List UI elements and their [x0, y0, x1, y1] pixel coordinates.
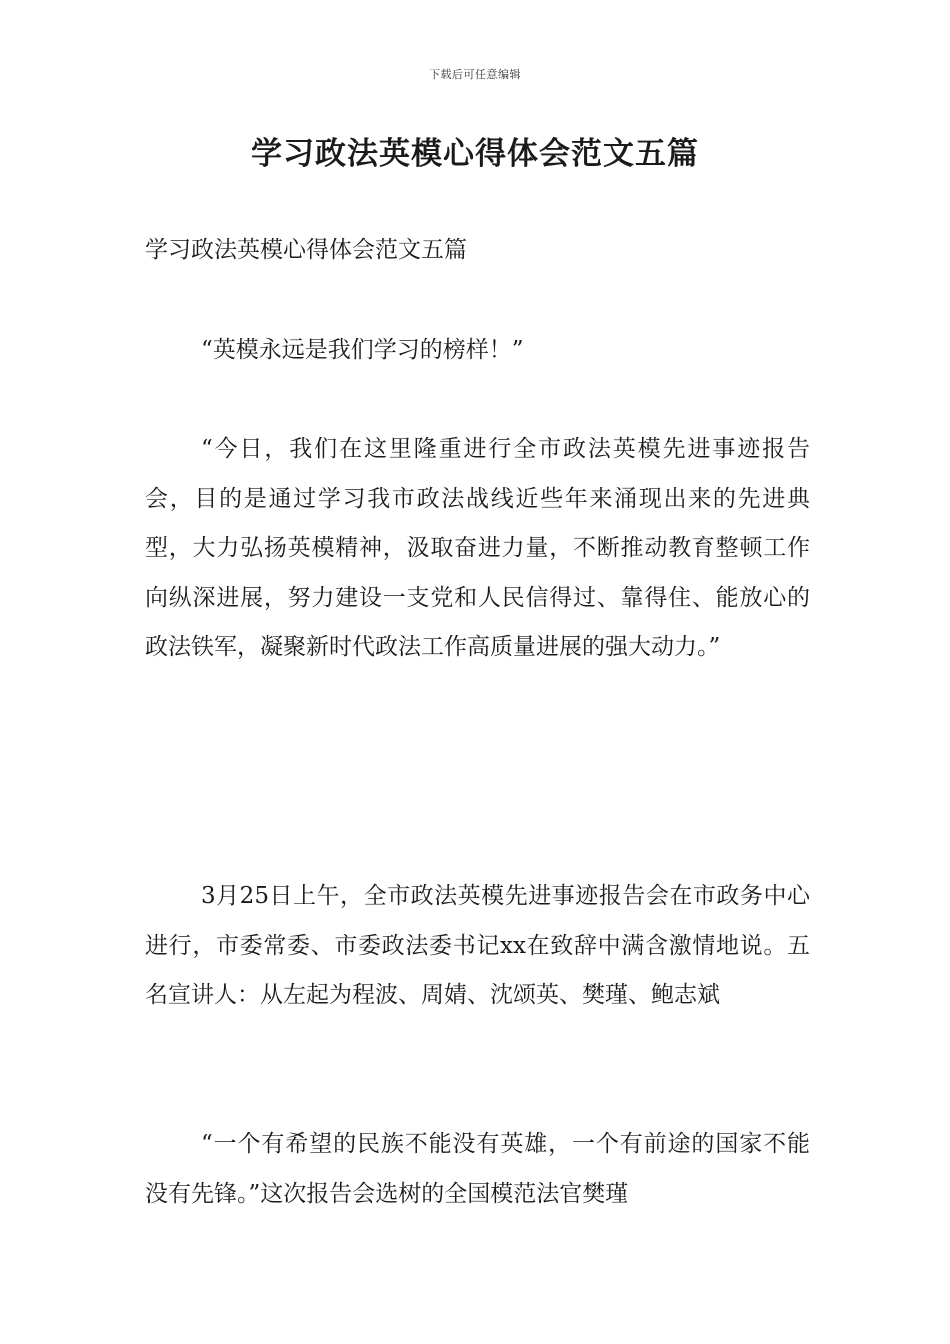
- paragraph-report-meeting: 3月25日上午，全市政法英模先进事迹报告会在市政务中心进行，市委常委、市委政法委书记xx在致辞中满含激情地说。五名宣讲人：从左起为程波、周婧、沈颂英、樊瑾、鲍志斌: [145, 883, 810, 1009]
- paragraph-hero-quote: “一个有希望的民族不能没有英雄，一个有前途的国家不能没有先锋。”这次报告会选树的全国模范法官樊瑾: [145, 1131, 810, 1207]
- document-subtitle: 学习政法英模心得体会范文五篇: [145, 237, 467, 263]
- header-note: 下载后可任意编辑: [429, 68, 521, 81]
- paragraph-speech-quote: “今日，我们在这里隆重进行全市政法英模先进事迹报告会，目的是通过学习我市政法战线近些年来涌现出来的先进典型，大力弘扬英模精神，汲取奋进力量，不断推动教育整顿工作向纵深进展，努力建设一支党和人民信得过、靠得住、能放心的政法铁军，凝聚新时代政法工作高质量进展的强大动力。”: [145, 436, 810, 661]
- document-title: 学习政法英模心得体会范文五篇: [251, 136, 699, 172]
- paragraph-quote-role-model: “英模永远是我们学习的榜样！”: [201, 337, 524, 363]
